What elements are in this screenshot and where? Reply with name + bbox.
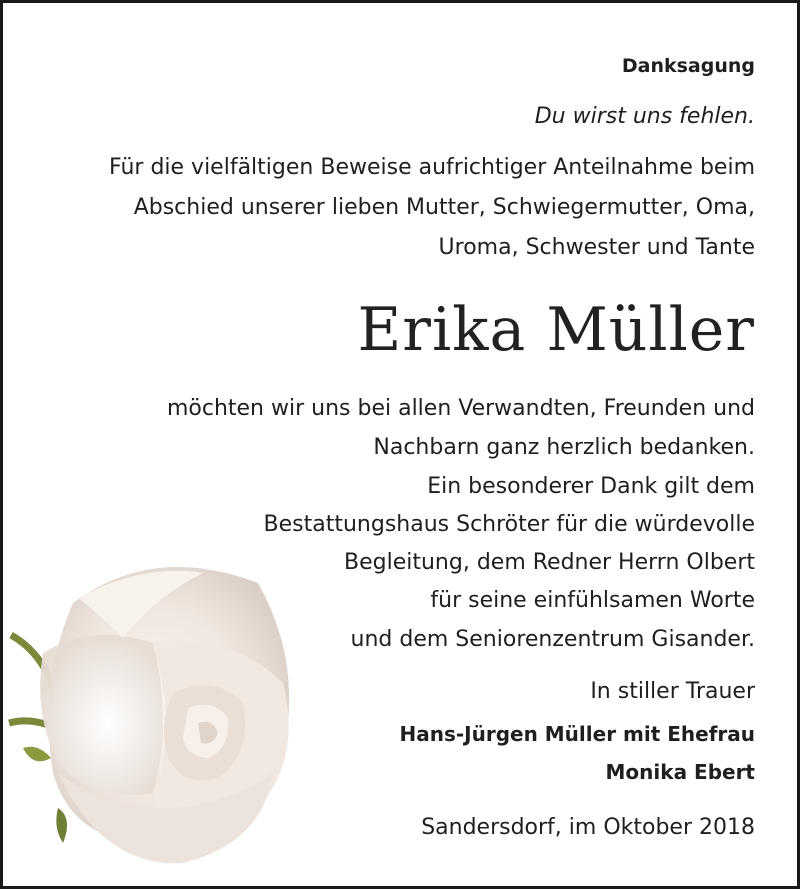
thanks-line: und dem Seniorenzentrum Gisander.	[350, 627, 755, 652]
signatory: Monika Ebert	[605, 760, 755, 784]
deceased-name: Erika Müller	[357, 295, 755, 365]
thanks-line: Nachbarn ganz herzlich bedanken.	[373, 435, 755, 460]
intro-line: Abschied unserer lieben Mutter, Schwiegermutter, Oma,	[133, 195, 755, 220]
heading: Danksagung	[621, 55, 755, 77]
thanks-line: Begleitung, dem Redner Herrn Olbert	[344, 550, 755, 575]
white-rose-icon	[3, 543, 333, 888]
thanks-line: für seine einfühlsamen Worte	[430, 588, 755, 613]
place-date: Sandersdorf, im Oktober 2018	[421, 815, 755, 840]
intro-line: Uroma, Schwester und Tante	[438, 235, 755, 260]
signatory: Hans-Jürgen Müller mit Ehefrau	[399, 722, 755, 746]
mourning-line: In stiller Trauer	[590, 679, 755, 704]
thanks-line: Bestattungshaus Schröter für die würdevolle	[263, 512, 755, 537]
thanks-line: möchten wir uns bei allen Verwandten, Freunden und	[166, 396, 755, 421]
intro-line: Für die vielfältigen Beweise aufrichtiger Anteilnahme beim	[109, 155, 755, 180]
thanks-line: Ein besonderer Dank gilt dem	[427, 474, 755, 499]
quote: Du wirst uns fehlen.	[534, 104, 755, 129]
